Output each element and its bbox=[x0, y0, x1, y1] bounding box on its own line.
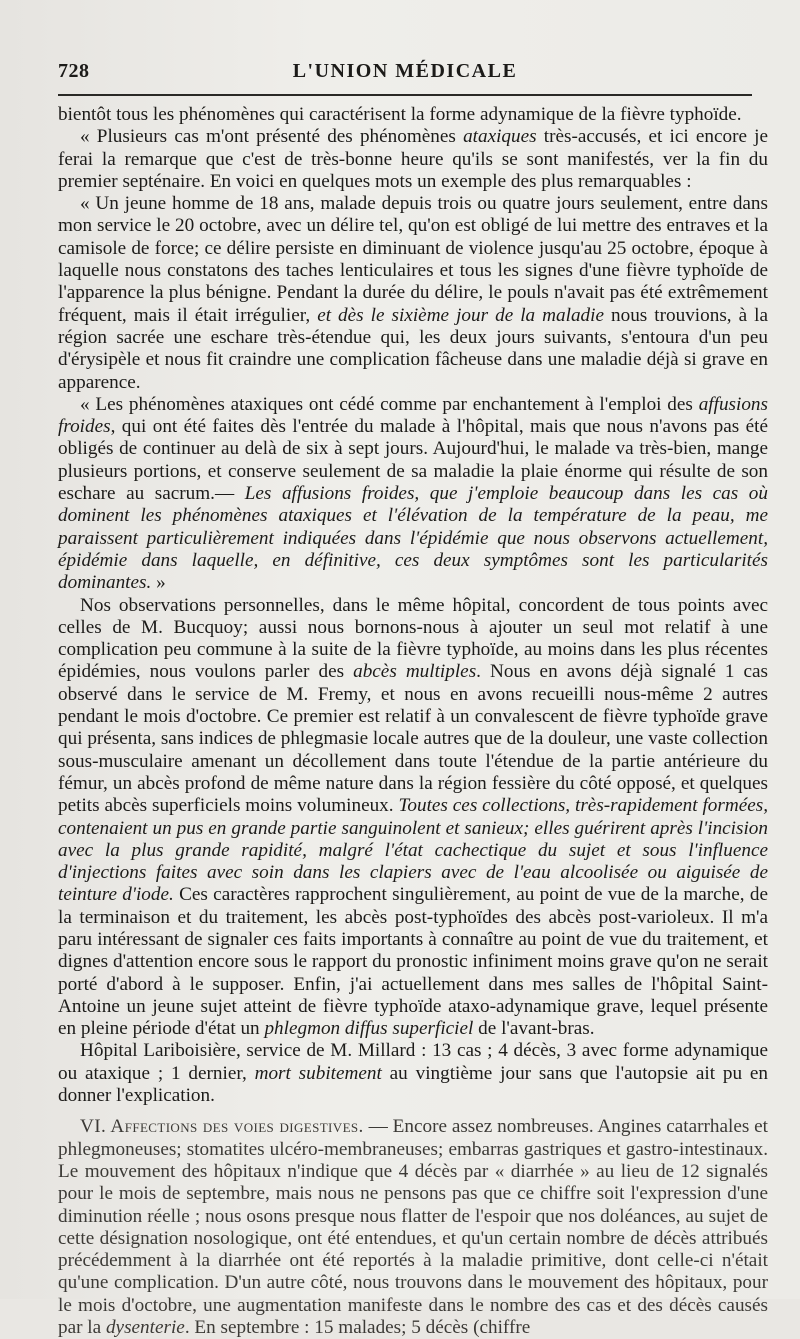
italic-phrase: phlegmon diffus superficiel bbox=[264, 1018, 474, 1040]
text-run: bientôt tous les phénomènes qui caractérisent la forme adynamique de la fièvre typhoïde. bbox=[58, 104, 742, 125]
italic-phrase: et dès le sixième jour de la maladie bbox=[317, 304, 604, 326]
italic-phrase: affusions froides bbox=[58, 393, 768, 438]
text-run: . En septembre : 15 malades; 5 décès (chiffre bbox=[184, 1317, 531, 1339]
paragraph-ataxic-cases bbox=[58, 126, 768, 193]
text-run: Hôpital Lariboisière, service de M. Millard : 13 cas ; 4 décès, 3 avec forme adynamique ou ataxique ; 1 dernier, bbox=[58, 1040, 768, 1084]
text-run: de l'avant-bras. bbox=[473, 1018, 595, 1040]
running-head bbox=[58, 60, 752, 88]
paragraph-case-young-man bbox=[58, 193, 768, 394]
text-run: nous trouvions, à la région sacrée une eschare très-étendue qui, les deux jours suivants, s'entoura d'un peu d'érysipèle et nous fit craindre une complication fâcheuse dans une maladie déjà si grave en apparence. bbox=[58, 304, 768, 393]
italic-phrase: ataxiques bbox=[463, 126, 537, 148]
header-rule bbox=[58, 94, 752, 96]
text-run: « Un jeune homme de 18 ans, malade depuis trois ou quatre jours seulement, entre dans mon service le 20 octobre, avec un délire tel, qu'on est obligé de lui mettre des entraves et la camisole de force; ce délire persiste en diminuant de violence jusqu'au 25 octobre, époque à laquelle nous constatons des taches lenticulaires et tous les signes d'une fièvre typhoïde de l'apparence la plus bénigne. Pendant la durée du délire, le pouls n'avait pas été extrêmement fréquent, mais il était irrégulier, bbox=[58, 193, 768, 326]
page-number: 728 bbox=[58, 60, 90, 82]
text-run: — Encore assez nombreuses. Angines catarrhales et phlegmoneuses; stomatites ulcéro-membraneuses; embarras gastriques et gastro-intestinaux. Le mouvement des hôpitaux n'indique que 4 décès par « diarrhée » au lieu de 12 signalés pour le mois de septembre, mais nous ne pensons pas que ce chiffre soit l'expression d'une diminution réelle ; nous osons presque nous flatter de l'espoir que nos doléances, au sujet de cette désignation nosologique, ont été entendues, et qu'un certain nombre de décès attribués précédemment à la diarrhée ont été reportés à la maladie primitive, dont celle-ci n'était qu'une complication. D'un autre côté, nous trouvons dans le mouvement des hôpitaux, pour le mois d'octobre, une augmentation manifeste dans le nombre des cas et des décès causés par la bbox=[58, 1116, 769, 1339]
italic-phrase: dysenterie bbox=[105, 1317, 185, 1339]
text-run: Ces caractères rapprochent singulièrement, au point de vue de la marche, de la terminaison et du traitement, les abcès post-typhoïdes des abcès post-varioleux. Il m'a paru intéressant de signaler ces faits importants à connaître au point de vue du traitement, et dignes d'attention encore sous le rapport du pronostic infiniment moins grave qu'on ne serait porté d'abord à le supposer. Enfin, j'ai actuellement dans mes salles de l'hôpital Saint-Antoine un jeune sujet atteint de fièvre typhoïde ataxo-adynamique grave, lequel présente en pleine période d'état un bbox=[58, 884, 768, 1040]
text-run: très-accusés, et ici encore je ferai la remarque que c'est de très-bonne heure qu'ils se sont manifestés, ver la fin du premier septénaire. En voici en quelques mots un exemple des plus remarquables : bbox=[58, 126, 769, 192]
section-heading: VI. Affections des voies digestives. bbox=[80, 1116, 364, 1138]
italic-phrase: abcès multiples bbox=[353, 661, 477, 683]
italic-phrase: mort subitement bbox=[254, 1062, 382, 1084]
text-run: , qui ont été faites dès l'entrée du malade à l'hôpital, mais que nous n'avons pas été obligés de continuer au delà de six à sept jours. Aujourd'hui, le malade va très-bien, mange plusieurs portions, et conserve seulement de sa maladie la plaie énorme qui résulte de son eschare au sacrum.— bbox=[58, 416, 768, 505]
text-run: « Plusieurs cas m'ont présenté des phénomènes bbox=[80, 126, 464, 148]
text-run: . Nous en avons déjà signalé 1 cas observé dans le service de M. Fremy, et nous en avons recueilli nous-même 2 autres pendant le mois d'octobre. Ce premier est relatif à un convalescent de fièvre typhoïde grave qui présenta, sans indices de phlegmasie locale autres que de la douleur, une vaste collection sous-musculaire amenant un décollement dans toute l'étendue de la partie antérieure du fémur, un abcès profond de même nature dans la région fessière du côté opposé, et quelques petits abcès superficiels moins volumineux. bbox=[58, 661, 768, 817]
paragraph-typhoid-adynamic bbox=[58, 104, 768, 126]
text-run: » bbox=[151, 572, 166, 594]
italic-phrase: Toutes ces collections, très-rapidement formées, contenaient un pus en grande partie sanguinolent et sanieux; elles guérirent après l'incision avec la plus grande rapidité, malgré l'état cachectique du sujet et sous l'influence d'injections faites avec soin dans les clapiers avec de l'eau alcoolisée ou aiguisée de teinture d'iode. bbox=[58, 795, 769, 906]
paragraph-cold-affusions bbox=[58, 394, 768, 595]
italic-phrase: Les affusions froides, que j'emploie beaucoup dans les cas où dominent les phénomènes ataxiques et l'élévation de la température de la peau, me paraissent particulièrement indiquées dans l'épidémie que nous observons actuellement, épidémie dans laquelle, en définitive, ces deux symptômes sont les particularités dominantes. bbox=[58, 483, 768, 594]
text-run: Nos observations personnelles, dans le même hôpital, concordent de tous points avec celles de M. Bucquoy; aussi nous bornons-nous à ajouter un seul mot relatif à une complication peu commune à la suite de la fièvre typhoïde, au moins dans les plus récentes épidémies, nous voulons parler des bbox=[58, 594, 768, 683]
text-run: au vingtième jour sans que l'autopsie ait pu en donner l'explication. bbox=[58, 1062, 768, 1107]
paragraph-multiple-abscesses bbox=[58, 595, 768, 1041]
text-run: « Les phénomènes ataxiques ont cédé comme par enchantement à l'emploi des bbox=[80, 393, 699, 415]
article-body bbox=[58, 104, 768, 1339]
paragraph-digestive-affections bbox=[58, 1116, 768, 1339]
journal-title: L'UNION MÉDICALE bbox=[292, 60, 518, 82]
paragraph-lariboisiere bbox=[58, 1040, 768, 1107]
